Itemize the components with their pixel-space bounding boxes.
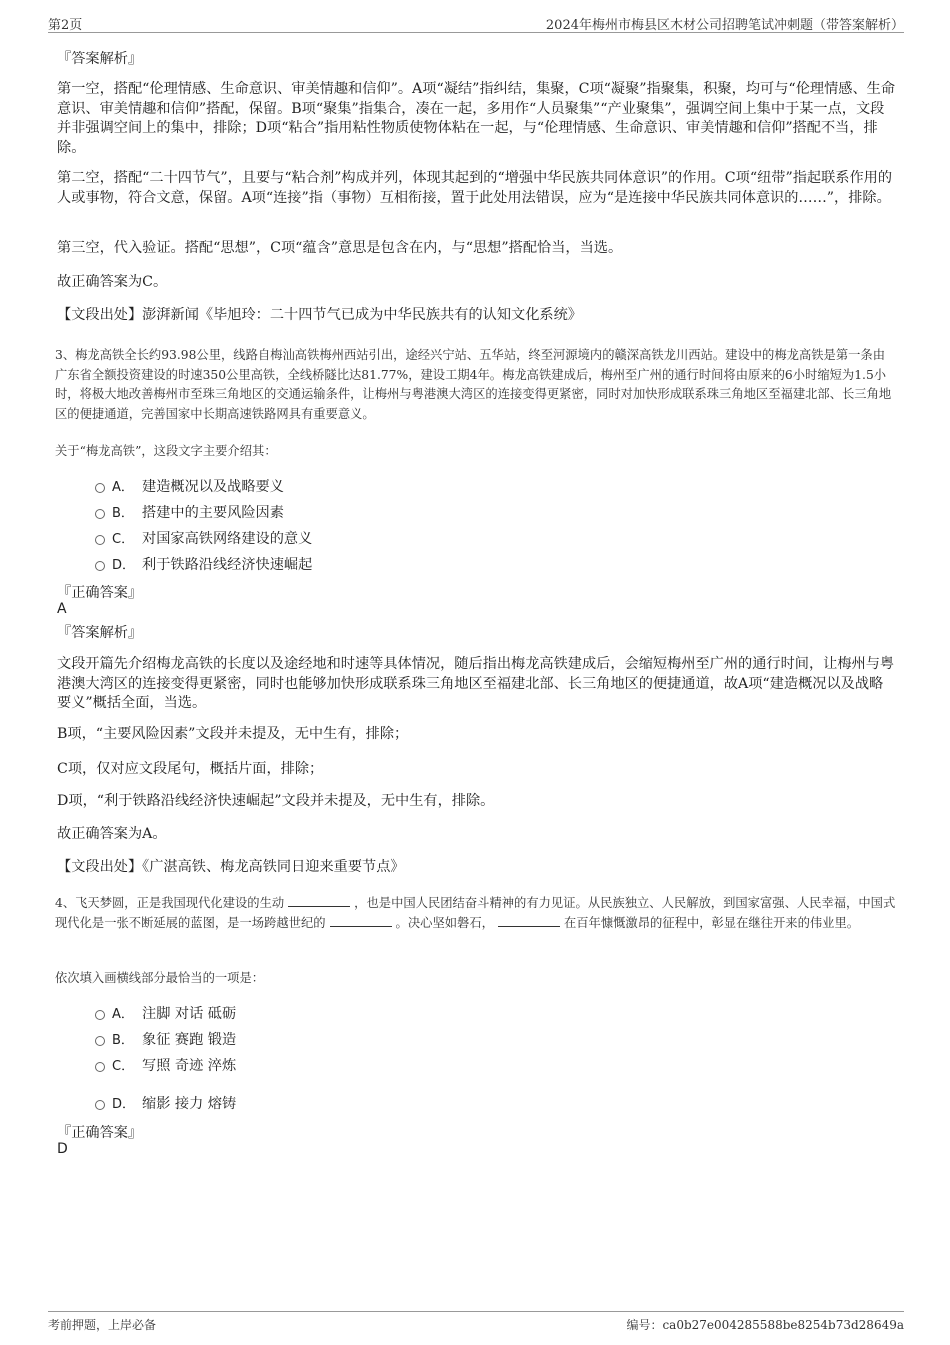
q4-option-d[interactable]: D． 缩影 接力 熔铸	[95, 1093, 236, 1113]
correct-answer-label: 『正确答案』	[57, 585, 143, 601]
q3-analysis-3: C项，仅对应文段尾句，概括片面，排除；	[57, 761, 324, 777]
analysis-paragraph-3: 第三空，代入验证。搭配“思想”，C项“蕴含”意思是包含在内，与“思想”搭配恰当，当选。	[57, 240, 623, 256]
radio-icon[interactable]	[95, 509, 105, 519]
page-number: 第2页	[48, 18, 83, 33]
q3-analysis-4: D项，“利于铁路沿线经济快速崛起”文段并未提及，无中生有，排除。	[57, 793, 495, 809]
footer-slogan: 考前押题，上岸必备	[48, 1318, 157, 1332]
analysis-paragraph-1: 第一空，搭配“伦理情感、生命意识、审美情趣和信仰”。A项“凝结”指纠结，集聚，C项“凝聚”指聚集，积聚，均可与“伦理情感、生命意识、审美情趣和信仰”搭配，保留。B项“聚集”指集合，凑在一起，多用作“人员聚集”“产业聚集”，强调空间上集中于某一点，文段并非强调空间上的集中，排除；D项“粘合”指用粘性物质使物体粘在一起，与“伦理情感、生命意识、审美情趣和信仰”搭配不当，排除。	[57, 81, 896, 156]
analysis-label: 『答案解析』	[57, 625, 143, 641]
document-code: 编号：ca0b27e004285588be8254b73d28649a	[626, 1318, 904, 1332]
radio-icon[interactable]	[95, 1036, 105, 1046]
correct-answer: A	[57, 601, 67, 617]
radio-icon[interactable]	[95, 561, 105, 571]
q3-conclusion: 故正确答案为A。	[57, 826, 167, 842]
correct-answer: D	[57, 1141, 68, 1157]
q4-option-c[interactable]: C． 写照 奇迹 淬炼	[95, 1055, 236, 1075]
question-3-prompt: 关于“梅龙高铁”，这段文字主要介绍其：	[55, 444, 277, 458]
analysis-conclusion: 故正确答案为C。	[57, 274, 168, 290]
question-3-stem: 3、梅龙高铁全长约93.98公里，线路自梅汕高铁梅州西站引出，途经兴宁站、五华站，终至河源境内的赣深高铁龙川西站。建设中的梅龙高铁是第一条由广东省全额投资建设的时速350公里高铁，全线桥隧比达81.77%，建设工期4年。梅龙高铁建成后，梅州至广州的通行时间将由原来的6小时缩短为1.5小时，将极大地改善梅州市至珠三角地区的交通运输条件，让梅州与粤港澳大湾区的连接变得更紧密，同时对加快形成联系珠三角地区至福建北部、长三角地区的便捷通道，完善国家中长期高速铁路网具有重要意义。	[55, 348, 892, 421]
source-label: 【文段出处】	[57, 307, 143, 323]
analysis-paragraph-2: 第二空，搭配“二十四节气”，且要与“粘合剂”构成并列，体现其起到的“增强中华民族共同体意识”的作用。C项“纽带”指起联系作用的人或事物，符合文意，保留。A项“连接”指（事物）互相衔接，置于此处用法错误，应为“是连接中华民族共同体意识的……”，排除。	[57, 170, 893, 206]
analysis-label: 『答案解析』	[57, 51, 143, 67]
q3-option-a[interactable]: A． 建造概况以及战略要义	[95, 476, 284, 496]
q4-option-a[interactable]: A． 注脚 对话 砥砺	[95, 1003, 236, 1023]
q4-option-b[interactable]: B． 象征 赛跑 锻造	[95, 1029, 236, 1049]
radio-icon[interactable]	[95, 1100, 105, 1110]
source-text: 澎湃新闻《毕旭玲：二十四节气已成为中华民族共有的认知文化系统》	[142, 307, 582, 323]
question-4-prompt: 依次填入画横线部分最恰当的一项是：	[55, 971, 265, 985]
source-line	[57, 858, 895, 878]
source-label: 【文段出处】	[57, 859, 143, 875]
q3-option-b[interactable]: B． 搭建中的主要风险因素	[95, 502, 284, 522]
question-4-stem: 4、飞天梦圆，正是我国现代化建设的生动 ，也是中国人民团结奋斗精神的有力见证。从民族独立、人民解放，到国家富强、人民幸福，中国式现代化是一张不断延展的蓝图，是一场跨越世纪的 。决心坚如磐石， 在百年慷慨激昂的征程中，彰显在继往开来的伟业里。	[55, 896, 896, 930]
blank-line	[498, 914, 560, 927]
radio-icon[interactable]	[95, 535, 105, 545]
page-header	[48, 14, 904, 33]
correct-answer-label: 『正确答案』	[57, 1125, 143, 1141]
page-footer	[48, 1311, 904, 1340]
radio-icon[interactable]	[95, 1010, 105, 1020]
blank-line	[288, 894, 350, 907]
radio-icon[interactable]	[95, 1062, 105, 1072]
q3-analysis-2: B项，“主要风险因素”文段并未提及，无中生有，排除；	[57, 726, 409, 742]
q3-option-d[interactable]: D． 利于铁路沿线经济快速崛起	[95, 554, 312, 574]
blank-line	[330, 914, 392, 927]
document-title: 2024年梅州市梅县区木材公司招聘笔试冲刺题（带答案解析）	[545, 18, 904, 33]
source-line	[57, 306, 895, 326]
q3-option-c[interactable]: C． 对国家高铁网络建设的意义	[95, 528, 312, 548]
radio-icon[interactable]	[95, 483, 105, 493]
source-text: 《广湛高铁、梅龙高铁同日迎来重要节点》	[142, 859, 405, 875]
q3-analysis-1: 文段开篇先介绍梅龙高铁的长度以及途经地和时速等具体情况，随后指出梅龙高铁建成后，会缩短梅州至广州的通行时间，让梅州与粤港澳大湾区的连接变得更紧密，同时也能够加快形成联系珠三角地区至福建北部、长三角地区的便捷通道，故A项“建造概况以及战略要义”概括全面，当选。	[57, 656, 895, 711]
